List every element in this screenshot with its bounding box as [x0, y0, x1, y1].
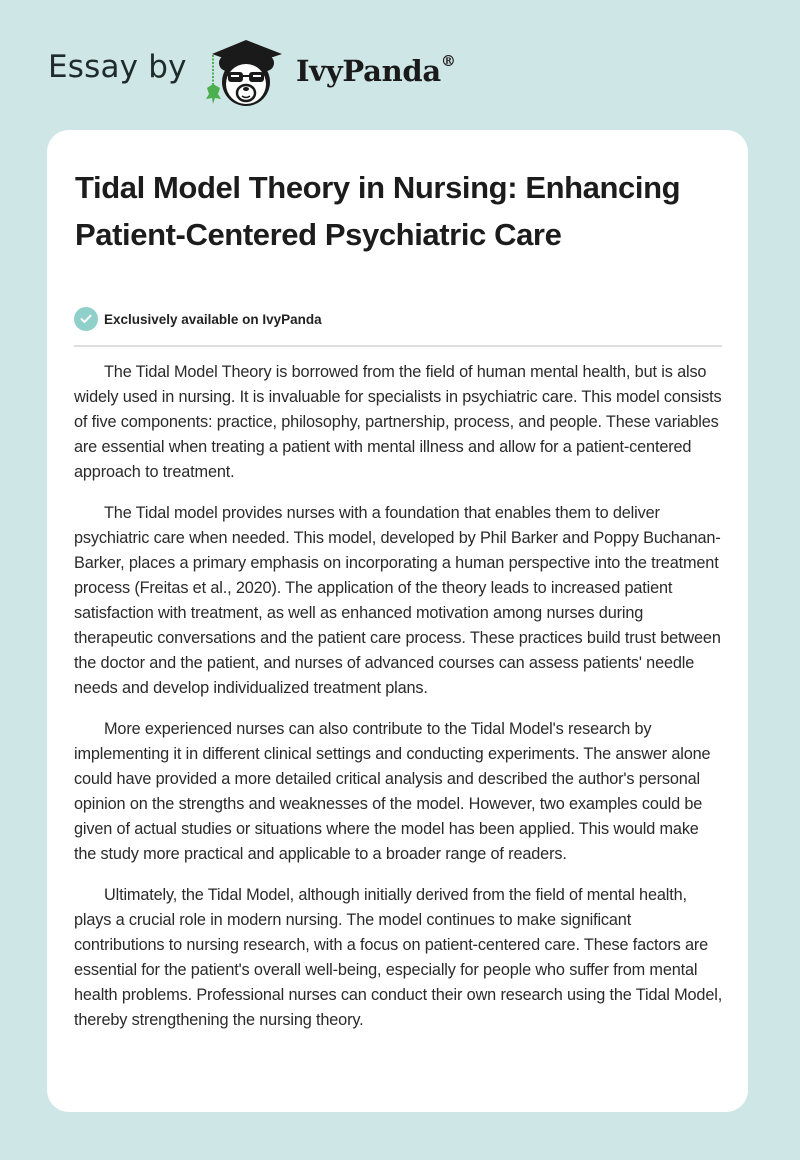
essay-body [74, 360, 724, 1049]
essay-by-label: Essay by [48, 49, 187, 85]
paragraph: The Tidal Model Theory is borrowed from the field of human mental health, but is also widely used in nursing. It is invaluable for specialists in psychiatric care. This model consists of five components: practice, philosophy, partnership, process, and people. These variables are essential when treating a patient with mental illness and allow for a patient-centered approach to treatment. [74, 363, 722, 481]
page-title: Tidal Model Theory in Nursing: Enhancing Patient-Centered Psychiatric Care [75, 170, 681, 252]
site-header [0, 0, 800, 130]
exclusive-badge [74, 306, 322, 332]
divider [74, 345, 722, 347]
paragraph: The Tidal model provides nurses with a foundation that enables them to deliver psychiatric care when needed. This model, developed by Phil Barker and Poppy Buchanan-Barker, places a primary emphasis on incorporating a human perspective into the treatment process (Freitas et al., 2020). The application of the theory leads to increased patient satisfaction with treatment, as well as enhanced motivation among nurses during therapeutic conversations and the patient care process. These practices build trust between the doctor and the patient, and nurses of advanced courses can assess patients' needle needs and develop individualized treatment plans. [74, 504, 721, 697]
brand-name[interactable] [296, 54, 456, 88]
essay-card [47, 130, 748, 1112]
brand-text: IvyPanda [296, 54, 441, 88]
paragraph: Ultimately, the Tidal Model, although initially derived from the field of mental health, plays a crucial role in modern nursing. The model continues to make significant contributions to nursing research, with a focus on patient-centered care. These factors are essential for the patient's overall well-being, especially for people who suffer from mental health problems. Professional nurses can conduct their own research using the Tidal Model, thereby strengthening the nursing theory. [74, 886, 723, 1029]
exclusive-text: Exclusively available on IvyPanda [104, 311, 322, 327]
panda-graduation-cap-icon[interactable] [200, 36, 292, 110]
registered-mark: ® [440, 52, 456, 71]
paragraph: More experienced nurses can also contribute to the Tidal Model's research by implementing it in different clinical settings and conducting experiments. The answer alone could have provided a more detailed critical analysis and described the author's personal opinion on the strengths and weaknesses of the model. However, two examples could be given of actual studies or situations where the model has been applied. This would make the study more practical and applicable to a broader range of readers. [74, 720, 711, 863]
checkmark-icon [74, 307, 98, 331]
